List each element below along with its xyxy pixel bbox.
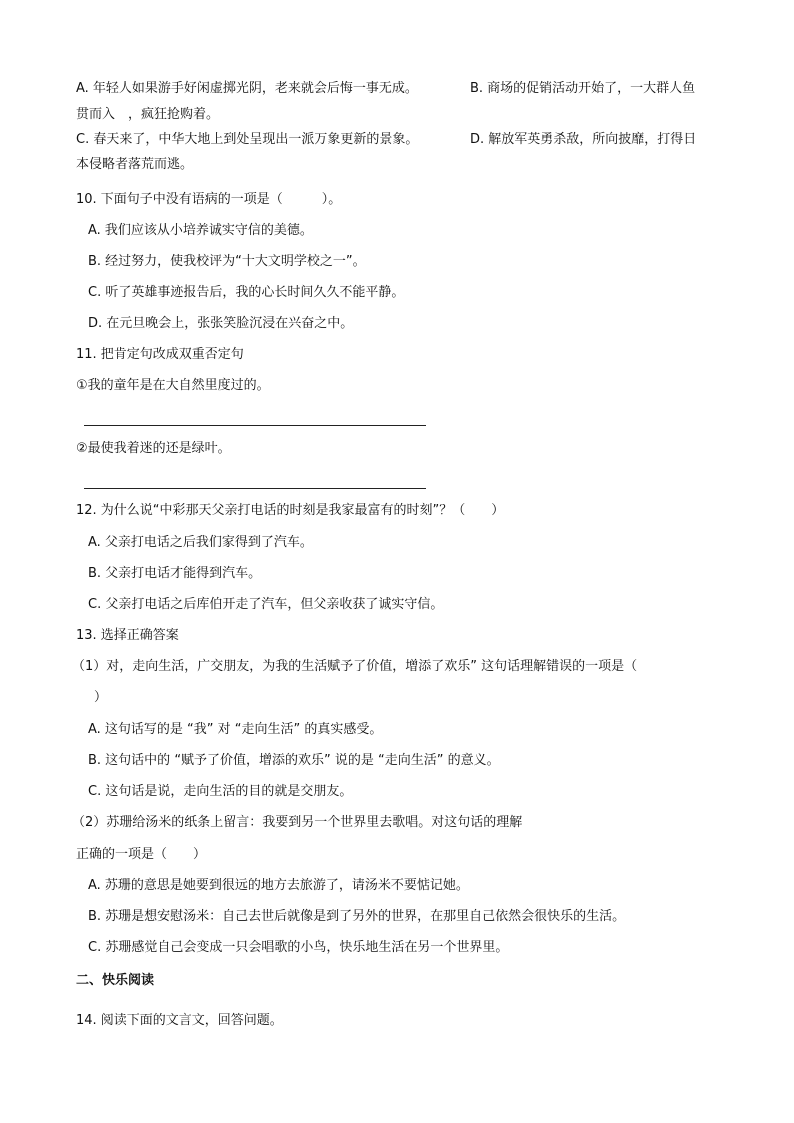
q13-sub2-line1: （2）苏珊给汤米的纸条上留言：我要到另一个世界里去歌唱。对这句话的理解 <box>72 815 523 830</box>
q11-item-2: ②最使我着迷的还是绿叶。 <box>76 441 231 456</box>
prev-option-a: A. 年轻人如果游手好闲虚掷光阴，老来就会后悔一事无成。 <box>76 81 418 96</box>
q13-sub1-line2: ） <box>94 690 108 705</box>
q11-answer-line-2[interactable] <box>84 488 426 489</box>
prev-option-c: C. 春天来了，中华大地上到处呈现出一派万象更新的景象。 <box>76 132 419 147</box>
q13-sub2-line2: 正确的一项是（ ） <box>76 847 207 862</box>
q12-option-b: B. 父亲打电话才能得到汽车。 <box>88 566 262 581</box>
section-2-heading: 二、快乐阅读 <box>76 973 155 988</box>
q11-answer-line-1[interactable] <box>84 425 426 426</box>
q12-option-a: A. 父亲打电话之后我们家得到了汽车。 <box>88 535 313 550</box>
prev-option-d: D. 解放军英勇杀敌，所向披靡，打得日 <box>470 132 697 147</box>
q13-stem: 13. 选择正确答案 <box>76 628 179 643</box>
q11-stem: 11. 把肯定句改成双重否定句 <box>76 347 244 362</box>
q13-sub2-option-a: A. 苏珊的意思是她要到很远的地方去旅游了，请汤米不要惦记她。 <box>88 878 469 893</box>
q10-option-a: A. 我们应该从小培养诚实守信的美德。 <box>88 223 313 238</box>
q13-sub1-option-c: C. 这句话是说，走向生活的目的就是交朋友。 <box>88 784 353 799</box>
q10-option-c: C. 听了英雄事迹报告后，我的心长时间久久不能平静。 <box>88 285 405 300</box>
q13-sub1-line1: （1）对，走向生活，广交朋友，为我的生活赋予了价值，增添了欢乐” 这句话理解错误的一项是（ <box>72 659 638 674</box>
prev-option-b: B. 商场的促销活动开始了，一大群人鱼 <box>470 81 696 96</box>
prev-option-b-cont: 贯而入 ，疯狂抢购着。 <box>76 107 220 122</box>
q10-option-b: B. 经过努力，使我校评为“十大文明学校之一”。 <box>88 254 366 269</box>
q13-sub1-option-b: B. 这句话中的 “赋予了价值，增添的欢乐” 说的是 “走向生活” 的意义。 <box>88 753 500 768</box>
q13-sub2-option-b: B. 苏珊是想安慰汤米：自己去世后就像是到了另外的世界，在那里自己依然会很快乐的生活。 <box>88 909 626 924</box>
q13-sub1-option-a: A. 这句话写的是 “我” 对 “走向生活” 的真实感受。 <box>88 722 383 737</box>
prev-option-d-cont: 本侵略者落荒而逃。 <box>76 157 194 172</box>
q14-stem: 14. 阅读下面的文言文，回答问题。 <box>76 1013 283 1028</box>
q10-option-d: D. 在元旦晚会上，张张笑脸沉浸在兴奋之中。 <box>88 316 354 331</box>
q10-stem: 10. 下面句子中没有语病的一项是（ ）。 <box>76 192 342 207</box>
q12-stem: 12. 为什么说“中彩那天父亲打电话的时刻是我家最富有的时刻”？（ ） <box>76 503 505 518</box>
q13-sub2-option-c: C. 苏珊感觉自己会变成一只会唱歌的小鸟，快乐地生活在另一个世界里。 <box>88 940 509 955</box>
q11-item-1: ①我的童年是在大自然里度过的。 <box>76 378 270 393</box>
q12-option-c: C. 父亲打电话之后库伯开走了汽车，但父亲收获了诚实守信。 <box>88 597 444 612</box>
